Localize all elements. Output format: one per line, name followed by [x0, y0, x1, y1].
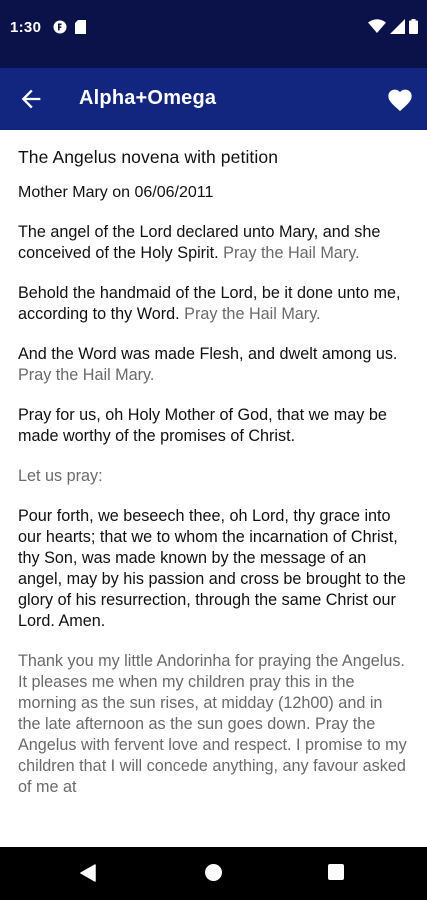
battery-icon	[409, 19, 418, 34]
favorite-button[interactable]	[386, 86, 414, 112]
status-bar	[0, 0, 427, 68]
triangle-back-icon	[80, 864, 96, 882]
prayer-paragraph	[18, 283, 407, 325]
signal-icon	[390, 19, 405, 34]
message-title: The Angelus novena with petition	[18, 147, 279, 167]
arrow-back-icon	[17, 85, 45, 113]
message-content[interactable]	[0, 130, 427, 847]
nav-recents-button[interactable]	[328, 864, 344, 880]
status-notification-icons	[53, 20, 86, 34]
message-author-date: Mother Mary on 06/06/2011	[18, 184, 214, 201]
prayer-paragraph	[18, 344, 407, 386]
status-time: 1:30	[10, 19, 42, 36]
prayer-text: And the Word was made Flesh, and dwelt among us.	[18, 345, 398, 363]
prayer-text: Behold the handmaid of the Lord, be it done unto me, according to thy Word.	[18, 284, 401, 323]
prayer-instruction: Pray the Hail Mary.	[184, 305, 321, 323]
app-bar	[0, 68, 427, 130]
let-us-pray: Let us pray:	[18, 467, 103, 485]
prayer-paragraph	[18, 405, 407, 447]
nav-home-button[interactable]	[205, 864, 222, 881]
status-system-icons	[368, 19, 418, 34]
prayer-text: The angel of the Lord declared unto Mary, and she conceived of the Holy Spirit.	[18, 223, 381, 262]
heart-icon	[386, 86, 414, 112]
app-notification-icon	[53, 20, 67, 34]
prayer-instruction: Pray the Hail Mary.	[223, 244, 360, 262]
closing-prayer: Pour forth, we beseech thee, oh Lord, thy grace into our hearts; that we to whom the incarnation of Christ, thy Son, was made known by the message of an angel, may by his passion and cross be brought to the glory of his resurrection, through the same Christ our Lord. Amen.	[18, 507, 406, 630]
navigation-bar	[0, 847, 427, 900]
app-title: Alpha+Omega	[79, 87, 217, 109]
message-closing-text: Thank you my little Andorinha for praying the Angelus. It pleases me when my children pray this in the morning as the sun rises, at midday (12h00) and in the late afternoon as the sun goes down. Pray the Angelus with fervent love and respect. I promise to my children that I will concede anything, any favour asked of me at	[18, 652, 407, 796]
prayer-instruction: Pray the Hail Mary.	[18, 366, 155, 384]
prayer-paragraph	[18, 222, 407, 264]
back-button[interactable]	[17, 85, 45, 113]
prayer-text: Pray for us, oh Holy Mother of God, that we may be made worthy of the promises of Christ.	[18, 406, 387, 445]
wifi-icon	[368, 19, 386, 34]
nav-back-button[interactable]	[80, 864, 96, 887]
sd-card-icon	[75, 20, 86, 34]
